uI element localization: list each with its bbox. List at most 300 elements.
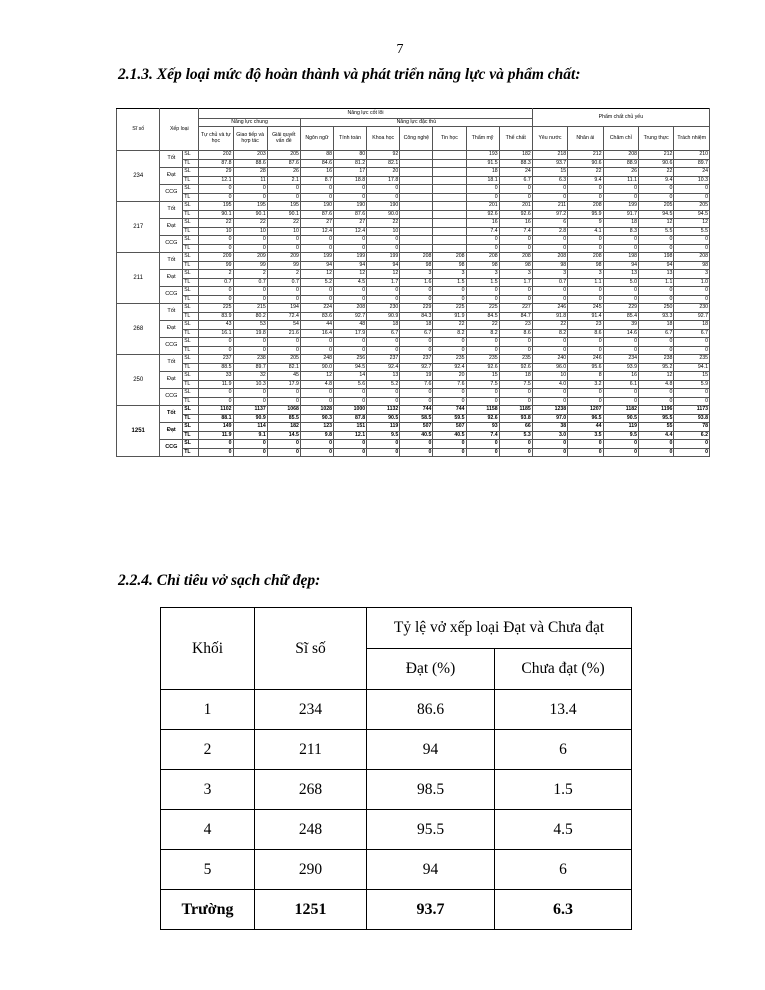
table-row [117, 176, 710, 185]
value-cell: 5.2 [367, 380, 400, 389]
value-cell: 99 [199, 261, 233, 270]
value-cell: 0 [334, 185, 367, 194]
value-cell: 20 [367, 168, 400, 177]
value-cell: 92.6 [499, 363, 532, 372]
value-cell: 53 [233, 321, 267, 330]
value-cell: 6.7 [674, 329, 710, 338]
col-header: Giao tiếp và hợp tác [233, 127, 267, 151]
rating-cell: CCG [160, 440, 183, 457]
value-cell [433, 159, 466, 168]
cell-dat: 95.5 [367, 810, 495, 850]
value-cell: 0 [638, 389, 673, 398]
value-cell: 0 [532, 448, 567, 457]
rating-cell: Đạt [160, 270, 183, 287]
value-cell: 0 [638, 397, 673, 406]
value-cell: 1137 [233, 406, 267, 415]
table-row [161, 690, 632, 730]
rating-cell: CCG [160, 185, 183, 202]
value-cell: 96.5 [568, 414, 603, 423]
value-cell: 205 [638, 202, 673, 211]
value-cell: 22 [233, 219, 267, 228]
value-cell: 0 [433, 338, 466, 347]
value-cell: 0 [466, 346, 499, 355]
value-cell: 240 [532, 355, 567, 364]
value-cell [433, 219, 466, 228]
value-cell: 0 [300, 338, 333, 347]
value-cell: 190 [367, 202, 400, 211]
value-cell: 12 [367, 270, 400, 279]
value-cell: 1185 [499, 406, 532, 415]
value-cell: 0 [466, 244, 499, 253]
total-row [161, 890, 632, 930]
value-cell: 90.1 [199, 210, 233, 219]
value-cell: 0 [603, 389, 638, 398]
value-cell: 151 [334, 423, 367, 432]
value-cell: 0 [400, 287, 433, 296]
value-cell [400, 151, 433, 160]
table-row [117, 431, 710, 440]
value-cell: 9.1 [233, 431, 267, 440]
value-cell: 0.7 [532, 278, 567, 287]
value-cell: 8.6 [568, 329, 603, 338]
value-cell: 0 [334, 287, 367, 296]
value-cell: 96.0 [532, 363, 567, 372]
value-cell: 1238 [532, 406, 567, 415]
value-cell: 0 [400, 295, 433, 304]
value-cell: 208 [568, 253, 603, 262]
value-cell: 0 [233, 295, 267, 304]
rating-cell: Đạt [160, 321, 183, 338]
value-cell: 195 [233, 202, 267, 211]
value-cell: 0 [568, 338, 603, 347]
value-cell: 225 [466, 304, 499, 313]
value-cell: 0 [638, 185, 673, 194]
value-cell: 7.4 [466, 431, 499, 440]
value-cell: 0 [233, 193, 267, 202]
value-cell: 1.0 [674, 278, 710, 287]
value-cell: 237 [199, 355, 233, 364]
table-row [117, 414, 710, 423]
value-cell: 123 [300, 423, 333, 432]
value-cell: 94 [638, 261, 673, 270]
value-cell [433, 244, 466, 253]
value-cell: 3.5 [568, 431, 603, 440]
value-cell: 12.1 [199, 176, 233, 185]
value-cell: 0 [300, 236, 333, 245]
value-cell: 10 [199, 227, 233, 236]
value-cell: 1207 [568, 406, 603, 415]
value-cell: 13 [603, 270, 638, 279]
value-cell: 12.4 [334, 227, 367, 236]
value-cell: 246 [532, 304, 567, 313]
col-header: Tin học [433, 127, 466, 151]
value-cell: 744 [433, 406, 466, 415]
value-cell: 119 [603, 423, 638, 432]
value-cell: 44 [300, 321, 333, 330]
value-cell: 0 [267, 295, 300, 304]
table-row [117, 278, 710, 287]
value-cell: 0 [199, 193, 233, 202]
value-cell: 1.5 [433, 278, 466, 287]
value-cell: 94.1 [674, 363, 710, 372]
unit-cell: SL [183, 355, 199, 364]
value-cell: 8.2 [532, 329, 567, 338]
siso-cell: 250 [117, 355, 160, 406]
unit-cell: TL [183, 193, 199, 202]
value-cell: 5.5 [638, 227, 673, 236]
rating-cell: Đạt [160, 423, 183, 440]
value-cell [400, 168, 433, 177]
value-cell: 12 [674, 219, 710, 228]
value-cell: 0 [603, 338, 638, 347]
value-cell: 0 [334, 193, 367, 202]
value-cell: 5.5 [674, 227, 710, 236]
value-cell [433, 193, 466, 202]
value-cell: 195 [267, 202, 300, 211]
value-cell: 0 [267, 346, 300, 355]
value-cell: 0 [499, 397, 532, 406]
value-cell: 90.9 [367, 312, 400, 321]
value-cell: 98 [674, 261, 710, 270]
value-cell: 11.9 [199, 380, 233, 389]
value-cell: 0 [267, 338, 300, 347]
value-cell: 0 [400, 389, 433, 398]
value-cell: 209 [233, 253, 267, 262]
value-cell: 199 [334, 253, 367, 262]
value-cell: 1102 [199, 406, 233, 415]
value-cell: 58.5 [400, 414, 433, 423]
value-cell: 0 [433, 397, 466, 406]
value-cell: 43 [199, 321, 233, 330]
value-cell: 10 [267, 227, 300, 236]
value-cell: 98 [466, 261, 499, 270]
value-cell: 0 [568, 236, 603, 245]
col-header: Giải quyết vấn đề [267, 127, 300, 151]
table-row [117, 304, 710, 313]
value-cell: 0 [466, 389, 499, 398]
value-cell: 0 [300, 440, 333, 449]
cell-siso: 234 [255, 690, 367, 730]
value-cell: 0 [267, 287, 300, 296]
value-cell: 0 [674, 397, 710, 406]
value-cell: 0 [300, 346, 333, 355]
unit-cell: TL [183, 278, 199, 287]
value-cell [400, 176, 433, 185]
value-cell: 0 [499, 440, 532, 449]
unit-cell: TL [183, 380, 199, 389]
value-cell: 18.1 [466, 176, 499, 185]
value-cell: 0 [367, 440, 400, 449]
value-cell: 0 [300, 185, 333, 194]
value-cell: 22 [532, 321, 567, 330]
value-cell: 238 [233, 355, 267, 364]
value-cell [400, 227, 433, 236]
value-cell: 215 [233, 304, 267, 313]
value-cell: 91.4 [568, 312, 603, 321]
value-cell: 94.5 [638, 210, 673, 219]
value-cell: 22 [199, 219, 233, 228]
unit-cell: TL [183, 397, 199, 406]
value-cell: 0 [674, 287, 710, 296]
value-cell: 89.7 [674, 159, 710, 168]
value-cell: 208 [532, 253, 567, 262]
value-cell: 18 [638, 321, 673, 330]
value-cell: 0 [466, 295, 499, 304]
value-cell: 0 [334, 389, 367, 398]
value-cell: 1196 [638, 406, 673, 415]
col-header: Tự chủ và tự học [199, 127, 233, 151]
header-nangluc-cotloi: Năng lực cốt lõi [199, 109, 533, 119]
value-cell: 92.6 [466, 363, 499, 372]
value-cell: 199 [367, 253, 400, 262]
value-cell: 229 [400, 304, 433, 313]
value-cell: 0 [334, 244, 367, 253]
cell-chuadat: 6 [495, 850, 632, 890]
value-cell: 182 [267, 423, 300, 432]
value-cell: 0 [267, 244, 300, 253]
value-cell: 22 [638, 168, 673, 177]
value-cell: 13 [367, 372, 400, 381]
value-cell: 208 [674, 253, 710, 262]
rating-cell: Tốt [160, 406, 183, 423]
value-cell: 3 [499, 270, 532, 279]
cell-siso: 290 [255, 850, 367, 890]
value-cell: 0 [638, 295, 673, 304]
value-cell: 0 [233, 236, 267, 245]
value-cell: 230 [367, 304, 400, 313]
value-cell: 182 [499, 151, 532, 160]
value-cell: 26 [603, 168, 638, 177]
value-cell: 16.1 [199, 329, 233, 338]
table-row [117, 168, 710, 177]
table-row [117, 321, 710, 330]
value-cell: 0 [674, 193, 710, 202]
value-cell: 54 [267, 321, 300, 330]
value-cell: 32 [233, 372, 267, 381]
value-cell: 90.6 [568, 159, 603, 168]
unit-cell: SL [183, 236, 199, 245]
value-cell: 0 [532, 338, 567, 347]
header-nangluc-chung: Năng lực chung [199, 119, 301, 127]
value-cell: 119 [367, 423, 400, 432]
value-cell: 29 [199, 168, 233, 177]
value-cell: 22 [466, 321, 499, 330]
value-cell: 4.1 [568, 227, 603, 236]
value-cell: 5.9 [674, 380, 710, 389]
table-row [117, 219, 710, 228]
value-cell [433, 168, 466, 177]
value-cell: 245 [568, 304, 603, 313]
value-cell: 0 [499, 185, 532, 194]
value-cell: 1.5 [466, 278, 499, 287]
value-cell: 203 [233, 151, 267, 160]
unit-cell: SL [183, 253, 199, 262]
value-cell: 4.4 [638, 431, 673, 440]
value-cell: 9.5 [367, 431, 400, 440]
value-cell: 0 [532, 440, 567, 449]
value-cell [400, 244, 433, 253]
col-header: Tính toán [334, 127, 367, 151]
value-cell: 0 [466, 287, 499, 296]
value-cell: 0 [674, 440, 710, 449]
table-row [117, 397, 710, 406]
value-cell: 93.9 [603, 363, 638, 372]
value-cell [433, 227, 466, 236]
value-cell: 208 [466, 253, 499, 262]
value-cell: 0 [638, 236, 673, 245]
value-cell: 225 [433, 304, 466, 313]
value-cell: 0 [199, 185, 233, 194]
value-cell: 80.2 [233, 312, 267, 321]
value-cell: 0 [367, 295, 400, 304]
value-cell: 87.8 [334, 414, 367, 423]
value-cell: 98 [532, 261, 567, 270]
value-cell: 92.4 [367, 363, 400, 372]
value-cell: 87.8 [199, 159, 233, 168]
value-cell: 7.6 [400, 380, 433, 389]
value-cell: 15 [674, 372, 710, 381]
table-row [117, 244, 710, 253]
value-cell: 3 [400, 270, 433, 279]
value-cell: 3 [466, 270, 499, 279]
value-cell: 0 [300, 397, 333, 406]
table-row [117, 363, 710, 372]
value-cell: 82.1 [267, 363, 300, 372]
value-cell: 93.8 [674, 414, 710, 423]
unit-cell: TL [183, 159, 199, 168]
value-cell: 205 [674, 202, 710, 211]
value-cell: 1173 [674, 406, 710, 415]
value-cell: 84.3 [400, 312, 433, 321]
unit-cell: TL [183, 329, 199, 338]
cell-dat: 94 [367, 850, 495, 890]
value-cell: 0 [433, 287, 466, 296]
value-cell: 90.1 [233, 210, 267, 219]
value-cell: 12 [638, 219, 673, 228]
value-cell: 6 [532, 219, 567, 228]
value-cell: 18 [466, 168, 499, 177]
value-cell: 95.9 [568, 210, 603, 219]
value-cell: 235 [674, 355, 710, 364]
value-cell: 98 [433, 261, 466, 270]
value-cell: 193 [466, 151, 499, 160]
value-cell: 0 [568, 287, 603, 296]
value-cell: 18 [367, 321, 400, 330]
value-cell: 90.0 [367, 210, 400, 219]
unit-cell: TL [183, 346, 199, 355]
value-cell: 238 [638, 355, 673, 364]
value-cell: 0 [603, 236, 638, 245]
siso-cell: 217 [117, 202, 160, 253]
table-row [117, 253, 710, 262]
value-cell: 0 [367, 397, 400, 406]
value-cell: 14.6 [603, 329, 638, 338]
value-cell: 44 [568, 423, 603, 432]
total-siso: 1251 [255, 890, 367, 930]
value-cell: 0 [466, 236, 499, 245]
value-cell: 7.4 [499, 227, 532, 236]
value-cell: 0.7 [267, 278, 300, 287]
table-row [117, 193, 710, 202]
table-row [117, 329, 710, 338]
value-cell [400, 219, 433, 228]
value-cell: 0 [674, 346, 710, 355]
value-cell: 0 [499, 389, 532, 398]
value-cell: 208 [334, 304, 367, 313]
unit-cell: SL [183, 406, 199, 415]
col-siso-header: Sĩ số [255, 608, 367, 690]
value-cell: 21.6 [267, 329, 300, 338]
table-row [117, 287, 710, 296]
value-cell: 0 [400, 440, 433, 449]
table-row [117, 295, 710, 304]
value-cell: 24 [674, 168, 710, 177]
header-siso: Sĩ số [117, 109, 160, 151]
table-row [117, 448, 710, 457]
value-cell: 0 [400, 346, 433, 355]
value-cell: 0 [233, 287, 267, 296]
value-cell: 84.6 [300, 159, 333, 168]
value-cell: 0 [674, 185, 710, 194]
value-cell: 92.6 [499, 210, 532, 219]
value-cell: 17.9 [334, 329, 367, 338]
cell-dat: 86.6 [367, 690, 495, 730]
cell-siso: 268 [255, 770, 367, 810]
value-cell: 0 [367, 236, 400, 245]
value-cell: 98 [568, 261, 603, 270]
table-row [117, 423, 710, 432]
cell-khoi: 4 [161, 810, 255, 850]
value-cell: 0 [603, 440, 638, 449]
value-cell: 224 [300, 304, 333, 313]
value-cell: 0 [499, 244, 532, 253]
value-cell: 23 [499, 321, 532, 330]
col-header: Trung thực [638, 127, 673, 151]
value-cell: 90.5 [603, 414, 638, 423]
unit-cell: SL [183, 270, 199, 279]
value-cell: 6.7 [499, 176, 532, 185]
total-dat: 93.7 [367, 890, 495, 930]
value-cell: 92.6 [466, 414, 499, 423]
value-cell: 0 [499, 338, 532, 347]
value-cell: 11.1 [603, 176, 638, 185]
value-cell: 209 [267, 253, 300, 262]
value-cell: 7.5 [466, 380, 499, 389]
value-cell: 17.9 [267, 380, 300, 389]
value-cell: 0 [433, 346, 466, 355]
value-cell: 230 [674, 304, 710, 313]
value-cell: 22 [267, 219, 300, 228]
value-cell: 92.4 [433, 363, 466, 372]
table-row [117, 185, 710, 194]
value-cell: 0 [267, 236, 300, 245]
rating-cell: Tốt [160, 253, 183, 270]
table-row [117, 202, 710, 211]
value-cell: 0 [499, 287, 532, 296]
value-cell: 10.3 [233, 380, 267, 389]
table-row [117, 210, 710, 219]
value-cell: 0 [638, 346, 673, 355]
cell-siso: 248 [255, 810, 367, 850]
rating-cell: CCG [160, 236, 183, 253]
value-cell: 0 [334, 397, 367, 406]
cell-khoi: 2 [161, 730, 255, 770]
value-cell: 4.5 [334, 278, 367, 287]
value-cell: 94 [334, 261, 367, 270]
value-cell: 0 [499, 193, 532, 202]
table-row [117, 159, 710, 168]
value-cell: 205 [267, 355, 300, 364]
